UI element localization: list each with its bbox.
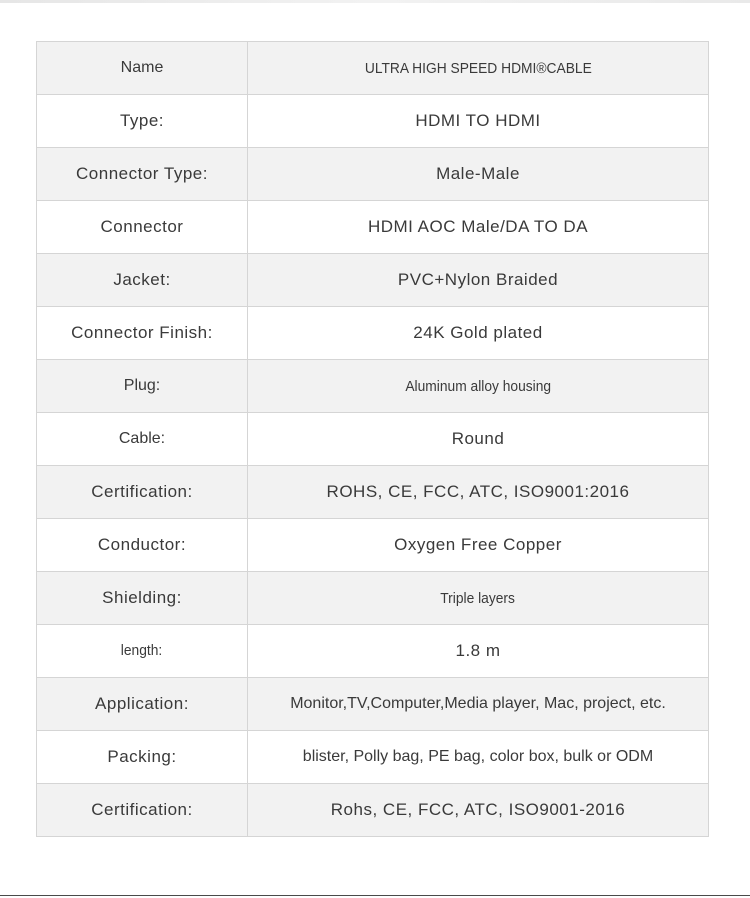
spec-value: Round <box>248 413 709 466</box>
spec-value-text: Aluminum alloy housing <box>405 378 551 395</box>
spec-value: 24K Gold plated <box>248 307 709 360</box>
spec-label: Connector Finish: <box>37 307 248 360</box>
spec-label <box>37 625 248 678</box>
bottom-divider <box>0 895 750 896</box>
spec-label: Packing: <box>37 731 248 784</box>
spec-value <box>248 572 709 625</box>
spec-label: Conductor: <box>37 519 248 572</box>
spec-label: Cable: <box>37 413 248 466</box>
spec-label: Connector Type: <box>37 148 248 201</box>
top-edge-strip <box>0 0 750 3</box>
spec-value: ROHS, CE, FCC, ATC, ISO9001:2016 <box>248 466 709 519</box>
spec-row-certification-2 <box>37 784 709 837</box>
spec-label: Application: <box>37 678 248 731</box>
spec-value: Monitor,TV,Computer,Media player, Mac, project, etc. <box>248 678 709 731</box>
spec-value: blister, Polly bag, PE bag, color box, bulk or ODM <box>248 731 709 784</box>
spec-label: Jacket: <box>37 254 248 307</box>
spec-row-packing <box>37 731 709 784</box>
spec-label: Certification: <box>37 466 248 519</box>
spec-label-text: length: <box>121 642 163 659</box>
spec-value <box>248 360 709 413</box>
spec-row-cable <box>37 413 709 466</box>
spec-value: PVC+Nylon Braided <box>248 254 709 307</box>
spec-label: Type: <box>37 95 248 148</box>
spec-value: Male-Male <box>248 148 709 201</box>
spec-label: Plug: <box>37 360 248 413</box>
spec-row-jacket <box>37 254 709 307</box>
spec-value <box>248 42 709 95</box>
spec-row-name <box>37 42 709 95</box>
spec-value-text: Triple layers <box>440 590 516 607</box>
spec-value: Rohs, CE, FCC, ATC, ISO9001-2016 <box>248 784 709 837</box>
spec-row-connector <box>37 201 709 254</box>
spec-row-certification <box>37 466 709 519</box>
spec-value-text: ULTRA HIGH SPEED HDMI®CABLE <box>364 60 592 77</box>
spec-row-connector-type <box>37 148 709 201</box>
spec-label: Shielding: <box>37 572 248 625</box>
spec-row-connector-finish <box>37 307 709 360</box>
spec-row-type <box>37 95 709 148</box>
spec-value: HDMI TO HDMI <box>248 95 709 148</box>
spec-label: Connector <box>37 201 248 254</box>
spec-row-shielding <box>37 572 709 625</box>
spec-label: Name <box>37 42 248 95</box>
spec-row-conductor <box>37 519 709 572</box>
spec-row-length <box>37 625 709 678</box>
spec-table <box>36 41 709 837</box>
spec-label: Certification: <box>37 784 248 837</box>
spec-value: 1.8 m <box>248 625 709 678</box>
spec-value: Oxygen Free Copper <box>248 519 709 572</box>
spec-value: HDMI AOC Male/DA TO DA <box>248 201 709 254</box>
spec-row-application <box>37 678 709 731</box>
spec-row-plug <box>37 360 709 413</box>
